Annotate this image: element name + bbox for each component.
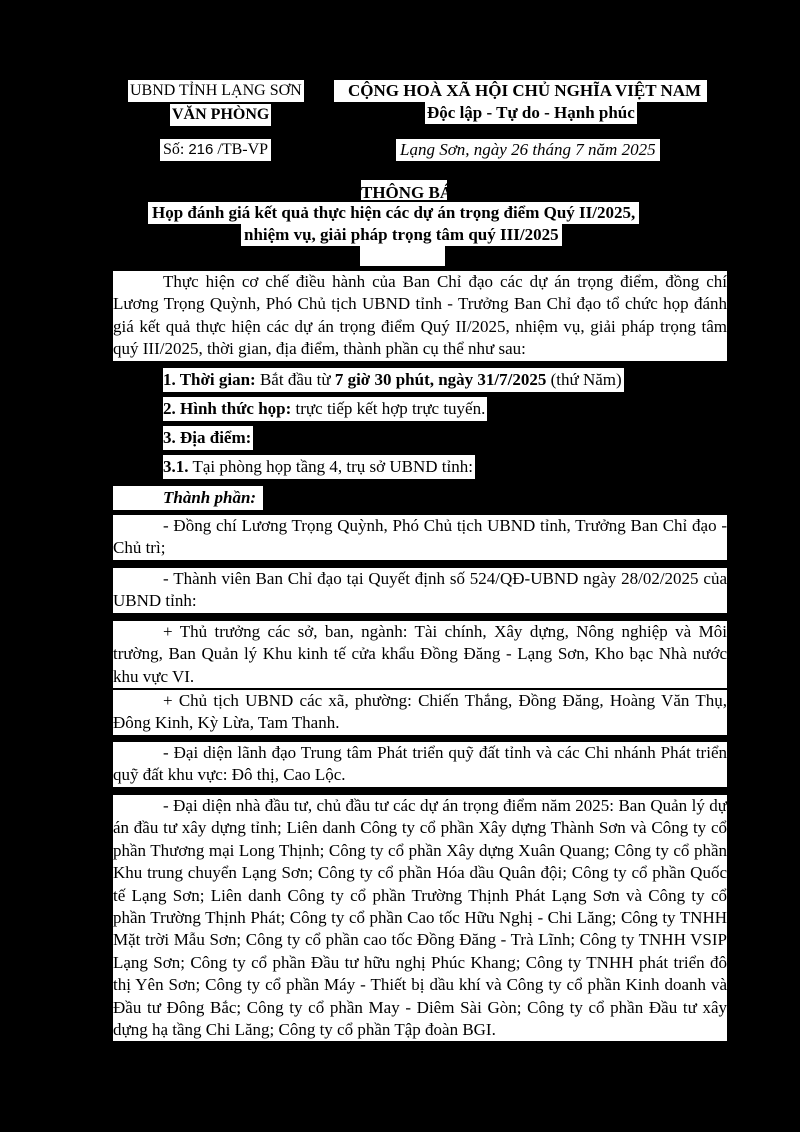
participant-item: - Đồng chí Lương Trọng Quỳnh, Phó Chủ tịch UBND tỉnh, Trưởng Ban Chỉ đạo - Chủ trì; <box>113 515 727 560</box>
section-time <box>163 368 624 392</box>
section-format <box>163 397 487 421</box>
number-value: 216 <box>188 141 214 158</box>
nation-name: CỘNG HOÀ XÃ HỘI CHỦ NGHĨA VIỆT NAM <box>334 80 707 102</box>
doc-type-title: THÔNG BÁO <box>361 180 447 200</box>
date-year: 2025 <box>621 140 656 159</box>
participant-item: - Đại diện nhà đầu tư, chủ đầu tư các dự án trọng điểm năm 2025: Ban Quản lý dự án đầu tư xây dựng tỉnh; Liên danh Công ty cổ phần Xây dựng Thành Sơn và Công ty cổ phần Thương mại Long Thịnh; Công ty cổ phần Xây dựng Xuân Quang; Công ty cổ phần Khu trung chuyển Lạng Sơn; Công ty cổ phần Hóa dầu Quân đội; Công ty cổ phần Quốc tế Lạng Sơn; Liên danh Công ty cổ phần Trường Thịnh Phát Lạng Sơn và Công ty cổ phần Trường Thịnh Phát; Công ty cổ phần Cao tốc Hữu Nghị - Chi Lăng; Công ty TNHH Mặt trời Mẫu Sơn; Công ty cổ phần cao tốc Đồng Đăng - Trà Lĩnh; Công ty TNHH VSIP Lạng Sơn; Công ty cổ phần Đầu tư hữu nghị Phúc Khang; Công ty TNHH phát triển đô thị Yên Sơn; Công ty cổ phần Máy - Thiết bị dầu khí và Công ty cổ phần Kinh doanh và Đầu tư Đông Bắc; Công ty cổ phần May - Diêm Sài Gòn; Công ty cổ phần Đầu tư xây dựng hạ tầng Chi Lăng; Công ty cổ phần Tập đoàn BGI. <box>113 795 727 1041</box>
office-name: VĂN PHÒNG <box>170 104 271 126</box>
participant-item: - Thành viên Ban Chỉ đạo tại Quyết định số 524/QĐ-UBND ngày 28/02/2025 của UBND tỉnh: <box>113 568 727 613</box>
format-label: 2. Hình thức họp: <box>163 399 292 418</box>
participant-item: + Chủ tịch UBND các xã, phường: Chiến Thắng, Đồng Đăng, Hoàng Văn Thụ, Đông Kinh, Kỳ Lừa, Tam Thanh. <box>113 690 727 735</box>
section-location: 3. Địa điểm: <box>163 426 253 450</box>
number-prefix: Số: <box>163 141 185 158</box>
org-name: UBND TỈNH LẠNG SƠN <box>128 80 304 102</box>
time-suffix: (thứ Năm) <box>546 370 622 389</box>
issue-date <box>396 139 660 161</box>
time-label: 1. Thời gian: <box>163 370 256 389</box>
participant-item: - Đại diện lãnh đạo Trung tâm Phát triển quỹ đất tỉnh và các Chi nhánh Phát triển quỹ đất khu vực: Đô thị, Cao Lộc. <box>113 742 727 787</box>
location-detail <box>163 455 475 479</box>
motto: Độc lập - Tự do - Hạnh phúc <box>427 103 635 122</box>
date-mid: tháng 7 năm <box>532 140 618 159</box>
intro-text: Thực hiện cơ chế điều hành của Ban Chỉ đạo các dự án trọng điểm, đồng chí Lương Trọng Quỳnh, Phó Chủ tịch UBND tỉnh - Trưởng Ban Chỉ đạo tổ chức họp đánh giá kết quả thực hiện các dự án trọng điểm Quý II/2025, nhiệm vụ, giải pháp trọng tâm quý III/2025, thời gian, địa điểm, thành phần cụ thể như sau: <box>113 272 727 359</box>
document-number <box>160 139 271 161</box>
location-sub-value: Tại phòng họp tầng 4, trụ sở UBND tỉnh: <box>188 457 473 476</box>
time-prefix: Bắt đầu từ <box>255 370 335 389</box>
date-day: 26 <box>511 140 529 159</box>
format-value: trực tiếp kết hợp trực tuyến. <box>291 399 486 418</box>
participants-label: Thành phần: <box>113 486 263 510</box>
title-underline-block <box>360 246 445 266</box>
title-line-2: nhiệm vụ, giải pháp trọng tâm quý III/2025 <box>241 224 562 246</box>
time-value: 7 giờ 30 phút, ngày 31/7/2025 <box>334 370 547 389</box>
intro-paragraph <box>113 271 727 361</box>
date-prefix: Lạng Sơn, ngày <box>400 140 507 159</box>
participant-item: + Thủ trưởng các sở, ban, ngành: Tài chính, Xây dựng, Nông nghiệp và Môi trường, Ban Quản lý Khu kinh tế cửa khẩu Đồng Đăng - Lạng Sơn, Kho bạc Nhà nước khu vực VI. <box>113 621 727 688</box>
location-sub-label: 3.1. <box>163 457 189 476</box>
title-line-1: Họp đánh giá kết quả thực hiện các dự án trọng điểm Quý II/2025, <box>148 202 639 224</box>
number-suffix: /TB-VP <box>217 141 269 158</box>
